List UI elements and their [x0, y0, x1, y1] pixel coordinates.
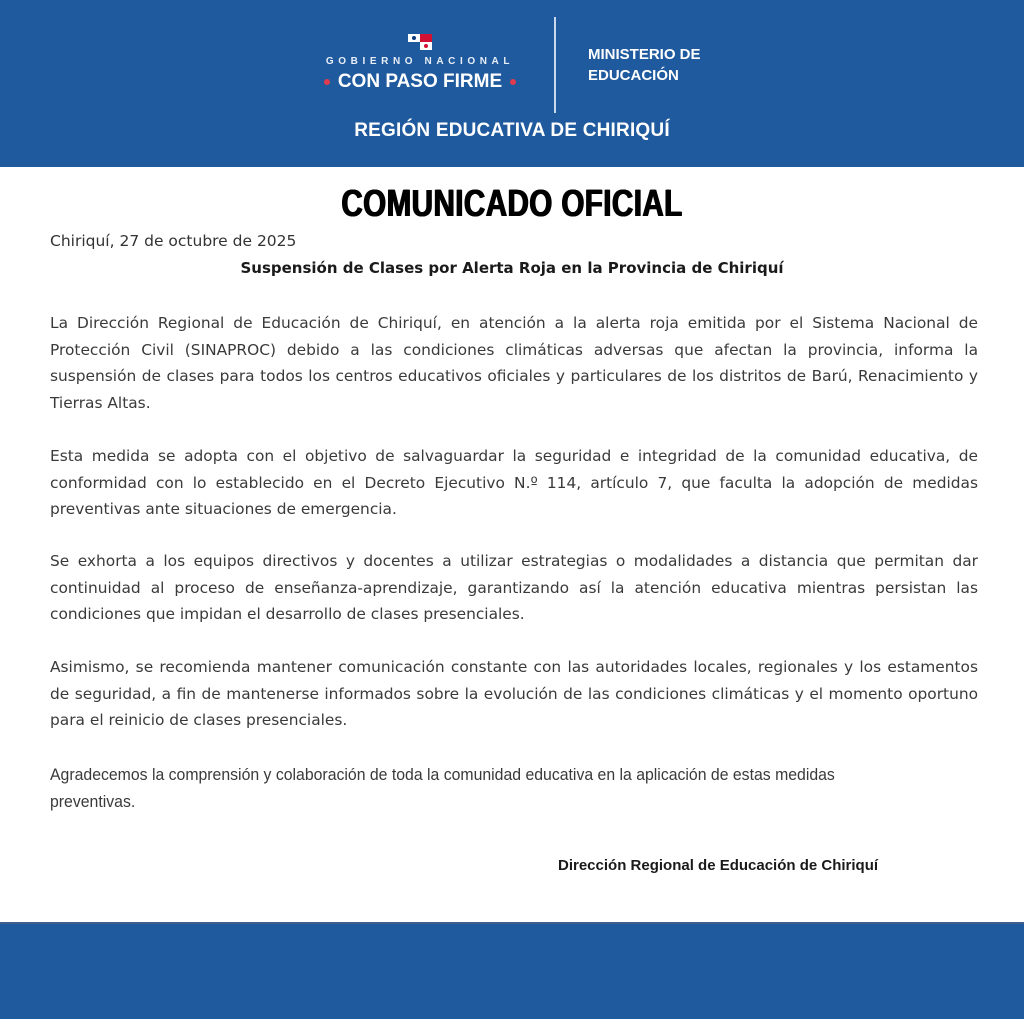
signature: Dirección Regional de Educación de Chiriquí — [558, 857, 879, 874]
document-title: COMUNICADO OFICIAL — [341, 183, 683, 225]
header-divider — [554, 17, 556, 113]
paragraph-1: La Dirección Regional de Educación de Chiriquí, en atención a la alerta roja emitida por el Sistema Nacional de Protección Civil (SINAPROC) debido a las condiciones climáticas adversas que afectan la provincia, informa la suspensión de clases para todos los centros educativos oficiales y particulares de los distritos de Barú, Renacimiento y Tierras Altas. — [50, 314, 978, 412]
footer-banner — [0, 922, 1024, 1019]
gov-slogan — [300, 70, 540, 94]
ministry-name — [588, 44, 701, 86]
gov-line1: GOBIERNO NACIONAL — [325, 56, 515, 67]
government-logo — [300, 34, 540, 94]
ministry-line2: EDUCACIÓN — [588, 67, 679, 84]
document-date: Chiriquí, 27 de octubre de 2025 — [50, 232, 297, 250]
panama-flag-icon — [408, 34, 432, 50]
paragraph-3: Se exhorta a los equipos directivos y docentes a utilizar estrategias o modalidades a distancia que permitan dar continuidad al proceso de enseñanza-aprendizaje, garantizando así la atención educativa mientras persistan las condiciones que impidan el desarrollo de clases presenciales. — [50, 552, 978, 623]
paragraph-2: Esta medida se adopta con el objetivo de salvaguardar la seguridad e integridad de la comunidad educativa, de conformidad con lo establecido en el Decreto Ejecutivo N.º 114, artículo 7, que faculta la adopción de medidas preventivas ante situaciones de emergencia. — [50, 447, 978, 518]
document-subject: Suspensión de Clases por Alerta Roja en la Provincia de Chiriquí — [240, 259, 784, 277]
region-title: REGIÓN EDUCATIVA DE CHIRIQUÍ — [354, 120, 670, 141]
gov-line2: CON PASO FIRME — [337, 71, 503, 92]
red-dot-icon — [510, 79, 516, 85]
paragraph-5: Agradecemos la comprensión y colaboración de toda la comunidad educativa en la aplicación de estas medidas preventivas. — [50, 765, 835, 811]
ministry-line1: MINISTERIO DE — [588, 46, 701, 63]
red-dot-icon — [324, 79, 330, 85]
paragraph-4: Asimismo, se recomienda mantener comunicación constante con las autoridades locales, regionales y los estamentos de seguridad, a fin de mantenerse informados sobre la evolución de las condiciones climáticas y el momento oportuno para el reinicio de clases presenciales. — [50, 658, 978, 729]
header-banner — [0, 0, 1024, 167]
